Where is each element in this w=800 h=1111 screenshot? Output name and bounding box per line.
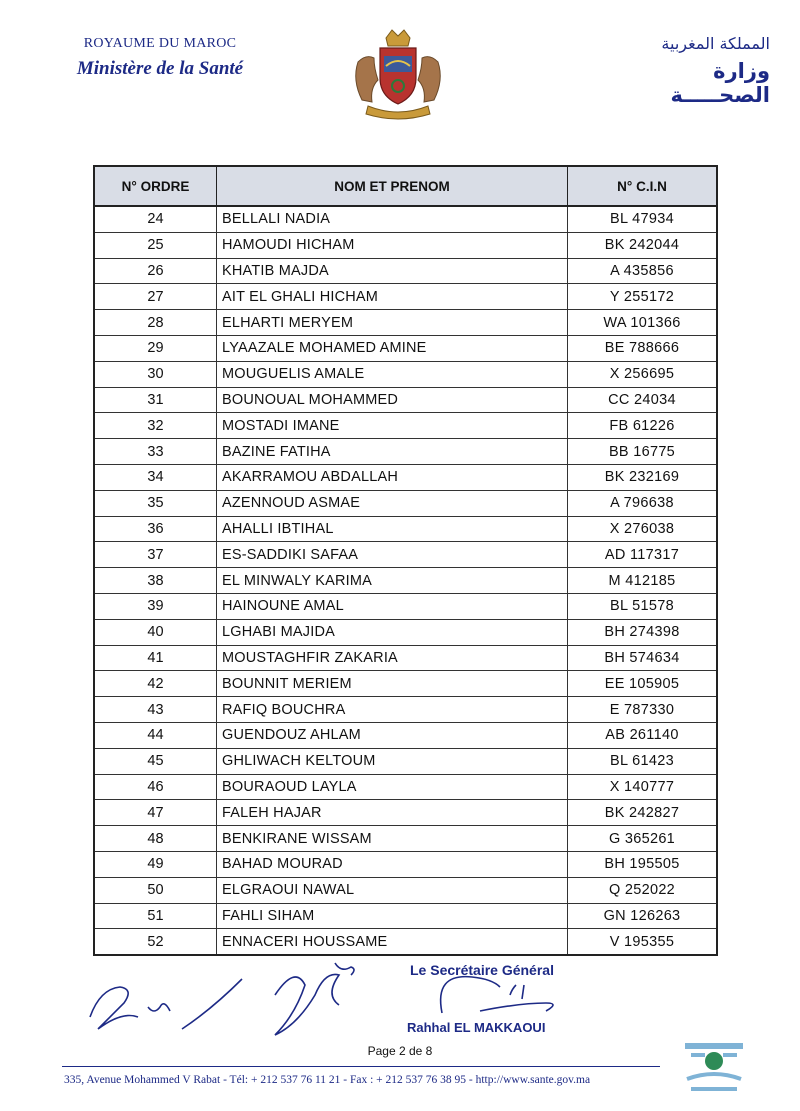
signatory-name: Rahhal EL MAKKAOUI	[407, 1020, 546, 1035]
cell-order: 42	[94, 671, 217, 697]
table-row	[94, 232, 717, 258]
cell-name: MOUSTAGHFIR ZAKARIA	[217, 645, 568, 671]
cell-cin: A 435856	[568, 258, 718, 284]
cell-order: 43	[94, 697, 217, 723]
column-header-name: NOM ET PRENOM	[217, 166, 568, 206]
cell-name: BAZINE FATIHA	[217, 439, 568, 465]
cell-name: LYAAZALE MOHAMED AMINE	[217, 335, 568, 361]
cell-cin: X 140777	[568, 774, 718, 800]
cell-order: 36	[94, 516, 217, 542]
table-body	[94, 206, 717, 955]
table-row	[94, 361, 717, 387]
cell-name: BOUNOUAL MOHAMMED	[217, 387, 568, 413]
table-row	[94, 439, 717, 465]
table-row	[94, 568, 717, 594]
table-row	[94, 697, 717, 723]
table-row	[94, 413, 717, 439]
cell-cin: X 276038	[568, 516, 718, 542]
cell-name: BELLALI NADIA	[217, 206, 568, 232]
table-row	[94, 516, 717, 542]
cell-cin: V 195355	[568, 929, 718, 955]
cell-cin: M 412185	[568, 568, 718, 594]
cell-cin: BK 232169	[568, 464, 718, 490]
cell-cin: BH 274398	[568, 619, 718, 645]
cell-name: BOURAOUD LAYLA	[217, 774, 568, 800]
cell-name: ELGRAOUI NAWAL	[217, 877, 568, 903]
cell-cin: GN 126263	[568, 903, 718, 929]
cell-name: BOUNNIT MERIEM	[217, 671, 568, 697]
cell-name: HAINOUNE AMAL	[217, 593, 568, 619]
cell-cin: Y 255172	[568, 284, 718, 310]
ministry-logo-icon	[683, 1035, 745, 1097]
cell-name: RAFIQ BOUCHRA	[217, 697, 568, 723]
cell-order: 38	[94, 568, 217, 594]
page-number: Page 2 de 8	[367, 1044, 433, 1058]
header-arabic	[610, 34, 770, 107]
table-row	[94, 851, 717, 877]
column-header-cin: N° C.I.N	[568, 166, 718, 206]
cell-name: KHATIB MAJDA	[217, 258, 568, 284]
cell-order: 46	[94, 774, 217, 800]
table-row	[94, 826, 717, 852]
cell-order: 51	[94, 903, 217, 929]
cell-name: EL MINWALY KARIMA	[217, 568, 568, 594]
column-header-order: N° ORDRE	[94, 166, 217, 206]
cell-order: 37	[94, 542, 217, 568]
candidate-table	[93, 165, 718, 956]
cell-name: MOSTADI IMANE	[217, 413, 568, 439]
footer-divider	[62, 1066, 660, 1067]
table-row	[94, 258, 717, 284]
cell-name: ELHARTI MERYEM	[217, 310, 568, 336]
cell-name: FAHLI SIHAM	[217, 903, 568, 929]
ministry-title-ar: وزارة الصحـــــة	[670, 59, 770, 107]
table-row	[94, 284, 717, 310]
cell-name: GHLIWACH KELTOUM	[217, 748, 568, 774]
cell-cin: X 256695	[568, 361, 718, 387]
cell-cin: BB 16775	[568, 439, 718, 465]
cell-cin: EE 105905	[568, 671, 718, 697]
cell-order: 29	[94, 335, 217, 361]
table-row	[94, 671, 717, 697]
cell-name: BENKIRANE WISSAM	[217, 826, 568, 852]
cell-order: 52	[94, 929, 217, 955]
cell-name: AHALLI IBTIHAL	[217, 516, 568, 542]
cell-order: 24	[94, 206, 217, 232]
cell-name: MOUGUELIS AMALE	[217, 361, 568, 387]
cell-order: 26	[94, 258, 217, 284]
table-row	[94, 335, 717, 361]
table-row	[94, 464, 717, 490]
cell-cin: BH 574634	[568, 645, 718, 671]
signatory-title: Le Secrétaire Général	[410, 962, 554, 978]
cell-order: 35	[94, 490, 217, 516]
cell-name: BAHAD MOURAD	[217, 851, 568, 877]
table-row	[94, 645, 717, 671]
cell-cin: Q 252022	[568, 877, 718, 903]
table-row	[94, 774, 717, 800]
table-row	[94, 310, 717, 336]
cell-cin: BL 51578	[568, 593, 718, 619]
cell-cin: BH 195505	[568, 851, 718, 877]
cell-name: ES-SADDIKI SAFAA	[217, 542, 568, 568]
table-row	[94, 387, 717, 413]
cell-order: 50	[94, 877, 217, 903]
cell-name: AZENNOUD ASMAE	[217, 490, 568, 516]
table-header-row	[94, 166, 717, 206]
cell-order: 33	[94, 439, 217, 465]
cell-cin: BK 242827	[568, 800, 718, 826]
cell-order: 30	[94, 361, 217, 387]
ministry-title-fr: Ministère de la Santé	[76, 58, 244, 79]
cell-name: AKARRAMOU ABDALLAH	[217, 464, 568, 490]
cell-order: 49	[94, 851, 217, 877]
table-row	[94, 490, 717, 516]
cell-order: 41	[94, 645, 217, 671]
cell-cin: BK 242044	[568, 232, 718, 258]
cell-order: 31	[94, 387, 217, 413]
kingdom-title-ar: المملكة المغربية	[661, 34, 770, 53]
cell-name: LGHABI MAJIDA	[217, 619, 568, 645]
moroccan-coat-of-arms-icon	[350, 22, 446, 120]
table-row	[94, 542, 717, 568]
cell-cin: E 787330	[568, 697, 718, 723]
cell-cin: A 796638	[568, 490, 718, 516]
cell-order: 44	[94, 722, 217, 748]
cell-order: 40	[94, 619, 217, 645]
header-french	[60, 36, 260, 80]
table-row	[94, 800, 717, 826]
table-row	[94, 748, 717, 774]
cell-cin: CC 24034	[568, 387, 718, 413]
cell-order: 34	[94, 464, 217, 490]
cell-name: GUENDOUZ AHLAM	[217, 722, 568, 748]
cell-cin: AD 117317	[568, 542, 718, 568]
cell-cin: BL 47934	[568, 206, 718, 232]
cell-name: ENNACERI HOUSSAME	[217, 929, 568, 955]
table-row	[94, 903, 717, 929]
cell-order: 25	[94, 232, 217, 258]
table-row	[94, 619, 717, 645]
cell-cin: BL 61423	[568, 748, 718, 774]
cell-name: FALEH HAJAR	[217, 800, 568, 826]
table-row	[94, 929, 717, 955]
cell-name: AIT EL GHALI HICHAM	[217, 284, 568, 310]
cell-order: 47	[94, 800, 217, 826]
cell-order: 39	[94, 593, 217, 619]
cell-order: 32	[94, 413, 217, 439]
cell-name: HAMOUDI HICHAM	[217, 232, 568, 258]
cell-cin: BE 788666	[568, 335, 718, 361]
table-row	[94, 593, 717, 619]
kingdom-title-fr: ROYAUME DU MAROC	[83, 36, 237, 51]
cell-cin: WA 101366	[568, 310, 718, 336]
table-row	[94, 206, 717, 232]
cell-cin: G 365261	[568, 826, 718, 852]
footer-address: 335, Avenue Mohammed V Rabat - Tél: + 212 537 76 11 21 - Fax : + 212 537 76 38 95 - http://www.sante.gov.ma	[64, 1074, 591, 1086]
cell-order: 28	[94, 310, 217, 336]
cell-order: 45	[94, 748, 217, 774]
cell-order: 48	[94, 826, 217, 852]
table-row	[94, 877, 717, 903]
cell-cin: FB 61226	[568, 413, 718, 439]
cell-order: 27	[94, 284, 217, 310]
table-row	[94, 722, 717, 748]
cell-cin: AB 261140	[568, 722, 718, 748]
